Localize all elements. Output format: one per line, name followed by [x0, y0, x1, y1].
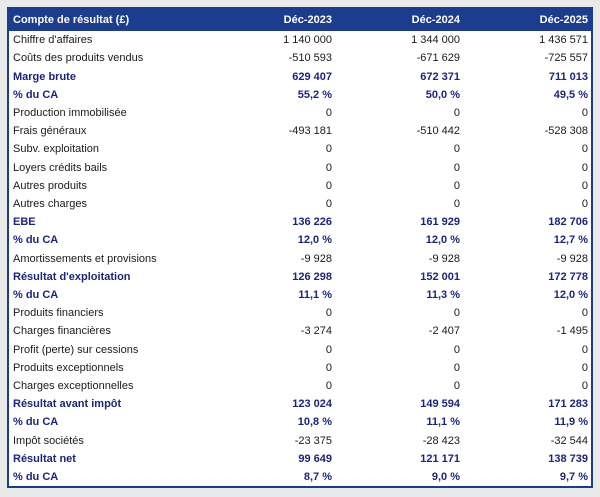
row-value: 12,7 % [553, 234, 588, 247]
row-label: Chiffre d'affaires [13, 34, 93, 47]
row-value: 0 [453, 343, 460, 356]
row-value: 161 929 [420, 216, 460, 229]
row-value: -1 495 [556, 325, 588, 338]
row-value: 121 171 [420, 452, 460, 465]
row-value: 12,0 % [297, 234, 332, 247]
row-value: 11,1 % [298, 288, 332, 301]
row-value: 0 [581, 307, 588, 320]
row-value: 55,2 % [297, 88, 332, 101]
row-value: 0 [581, 106, 588, 119]
table-row [9, 31, 591, 49]
row-value: -493 181 [288, 125, 332, 138]
row-value: 49,5 % [553, 88, 588, 101]
row-value: 138 739 [548, 452, 588, 465]
table-row [9, 268, 591, 286]
row-value: 149 594 [420, 398, 460, 411]
row-value: -28 423 [422, 434, 460, 447]
table-row [9, 431, 591, 449]
row-value: 0 [453, 106, 460, 119]
row-value: 0 [581, 143, 588, 156]
row-value: -671 629 [416, 52, 460, 65]
row-value: 10,8 % [297, 416, 332, 429]
row-value: 99 649 [298, 452, 332, 465]
row-value: 0 [325, 179, 332, 192]
row-label: Produits financiers [13, 307, 104, 320]
table-row [9, 231, 591, 249]
row-value: 136 226 [292, 216, 332, 229]
row-value: 0 [325, 361, 332, 374]
row-value: 0 [453, 179, 460, 192]
row-value: 50,0 % [425, 88, 460, 101]
table-row [9, 122, 591, 140]
row-value: 126 298 [292, 270, 332, 283]
row-label: Charges exceptionnelles [13, 379, 134, 392]
row-value: 0 [325, 343, 332, 356]
row-label: Loyers crédits bails [13, 161, 108, 174]
table-row [9, 468, 591, 486]
row-value: -3 274 [300, 325, 332, 338]
row-value: 0 [325, 307, 332, 320]
row-value: -32 544 [550, 434, 588, 447]
table-row [9, 67, 591, 85]
row-value: -9 928 [300, 252, 332, 265]
row-label: Marge brute [13, 70, 76, 83]
row-value: -23 375 [294, 434, 332, 447]
row-value: 0 [453, 197, 460, 210]
row-value: 0 [581, 179, 588, 192]
row-label: Autres produits [13, 179, 87, 192]
row-value: 711 013 [548, 70, 588, 83]
income-statement-table [7, 7, 593, 488]
table-row [9, 340, 591, 358]
row-value: -510 593 [288, 52, 332, 65]
row-value: 11,3 % [426, 288, 460, 301]
row-value: 0 [581, 379, 588, 392]
table-row [9, 140, 591, 158]
table-row [9, 213, 591, 231]
table-row [9, 413, 591, 431]
row-value: -9 928 [556, 252, 588, 265]
row-value: 0 [581, 343, 588, 356]
table-row [9, 359, 591, 377]
table-body [9, 31, 591, 486]
row-label: Résultat avant impôt [13, 398, 122, 411]
row-value: 0 [325, 379, 332, 392]
row-value: 171 283 [548, 398, 588, 411]
row-value: 0 [453, 379, 460, 392]
row-value: 11,1 % [426, 416, 460, 429]
table-row [9, 322, 591, 340]
row-label: Production immobilisée [13, 106, 127, 119]
row-label: Profit (perte) sur cessions [13, 343, 139, 356]
row-value: 1 436 571 [539, 34, 588, 47]
row-value: 0 [453, 143, 460, 156]
row-value: 12,0 % [425, 234, 460, 247]
row-label: Frais généraux [13, 125, 87, 138]
table-row [9, 395, 591, 413]
row-value: -510 442 [416, 125, 460, 138]
row-label: Produits exceptionnels [13, 361, 124, 374]
row-value: -725 557 [544, 52, 588, 65]
row-label: Résultat net [13, 452, 76, 465]
row-value: -2 407 [428, 325, 460, 338]
row-value: 629 407 [292, 70, 332, 83]
row-value: 0 [581, 161, 588, 174]
row-value: 8,7 % [303, 470, 332, 483]
table-row [9, 158, 591, 176]
table-row [9, 249, 591, 267]
row-label: Coûts des produits vendus [13, 52, 144, 65]
row-label: % du CA [13, 470, 59, 483]
row-value: 9,7 % [559, 470, 588, 483]
row-value: 9,0 % [431, 470, 460, 483]
row-value: 0 [325, 197, 332, 210]
table-title: Compte de résultat (£) [13, 14, 130, 26]
table-row [9, 177, 591, 195]
row-label: Charges financières [13, 325, 111, 338]
row-value: 0 [581, 197, 588, 210]
row-label: % du CA [13, 88, 59, 101]
table-row [9, 286, 591, 304]
row-label: Subv. exploitation [13, 143, 100, 156]
row-value: 0 [453, 307, 460, 320]
row-label: Autres charges [13, 197, 87, 210]
row-value: 0 [453, 361, 460, 374]
row-value: 0 [325, 161, 332, 174]
row-value: 672 371 [420, 70, 460, 83]
table-row [9, 104, 591, 122]
row-value: 0 [453, 161, 460, 174]
row-label: Amortissements et provisions [13, 252, 157, 265]
table-row [9, 304, 591, 322]
table-row [9, 377, 591, 395]
row-label: % du CA [13, 416, 59, 429]
column-header-dec-2023: Déc-2023 [283, 14, 332, 26]
row-value: 182 706 [548, 216, 588, 229]
row-value: 152 001 [420, 270, 460, 283]
row-label: % du CA [13, 288, 59, 301]
column-header-dec-2025: Déc-2025 [539, 14, 588, 26]
table-row [9, 195, 591, 213]
row-value: -9 928 [428, 252, 460, 265]
row-value: 1 344 000 [411, 34, 460, 47]
row-value: 0 [325, 106, 332, 119]
column-header-dec-2024: Déc-2024 [411, 14, 460, 26]
row-value: 0 [581, 361, 588, 374]
table-header-row [9, 9, 591, 31]
row-value: 172 778 [548, 270, 588, 283]
row-value: 123 024 [292, 398, 332, 411]
row-label: Résultat d'exploitation [13, 270, 131, 283]
row-label: % du CA [13, 234, 59, 247]
row-value: 11,9 % [554, 416, 588, 429]
row-label: Impôt sociétés [13, 434, 84, 447]
row-value: 0 [325, 143, 332, 156]
table-row [9, 450, 591, 468]
table-row [9, 86, 591, 104]
row-value: -528 308 [544, 125, 588, 138]
row-value: 1 140 000 [283, 34, 332, 47]
row-label: EBE [13, 216, 36, 229]
table-row [9, 49, 591, 67]
row-value: 12,0 % [553, 288, 588, 301]
